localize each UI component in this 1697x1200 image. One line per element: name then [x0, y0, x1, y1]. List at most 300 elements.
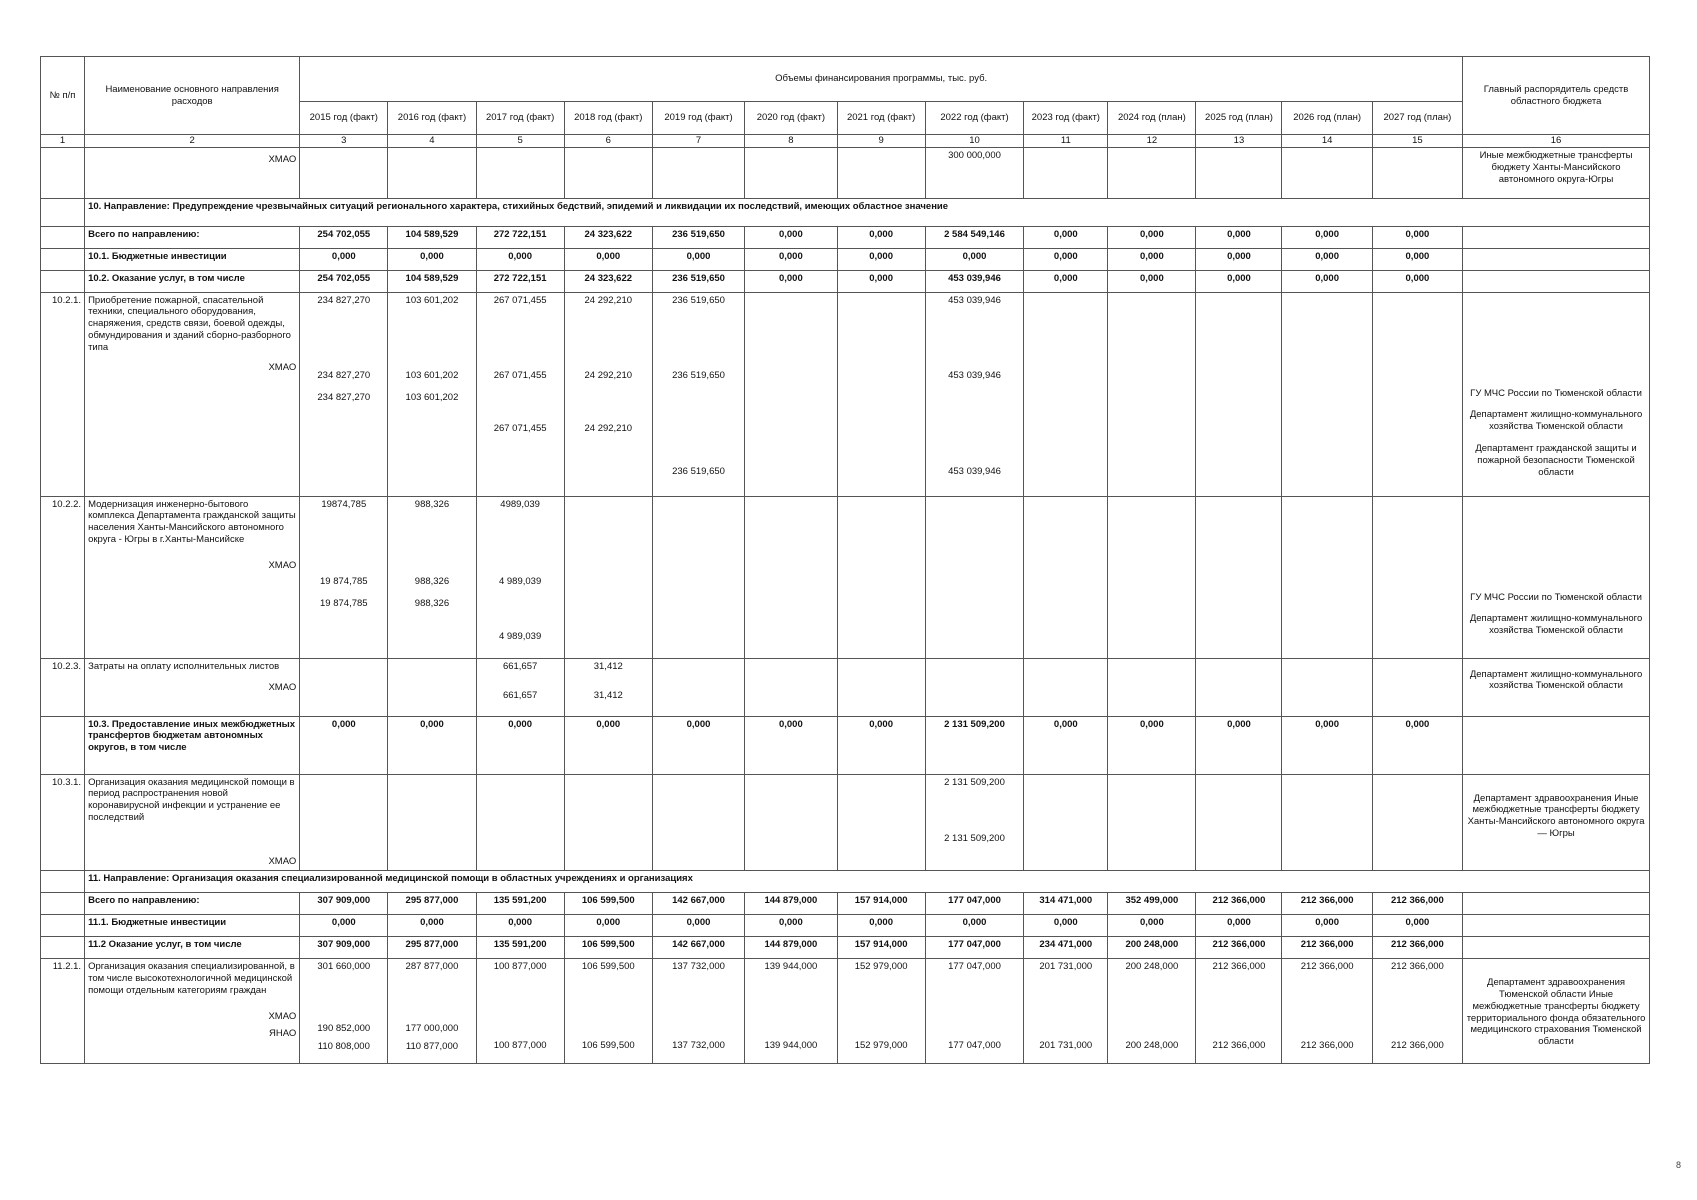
value-cell [1196, 774, 1282, 870]
value-region: 137 732,000 [672, 1039, 725, 1051]
value: 103 601,202 [405, 294, 459, 306]
value: 988,326 [414, 498, 450, 510]
value-cell [1108, 658, 1196, 716]
value-cell [745, 892, 837, 914]
value-region [568, 565, 649, 576]
value-cell [1372, 892, 1462, 914]
value-cell [1024, 292, 1108, 496]
value: 177 047,000 [948, 960, 1001, 972]
value-cell [1372, 496, 1462, 658]
value: 0,000 [1053, 916, 1078, 928]
value-cell [1108, 147, 1196, 198]
value-cell [652, 226, 744, 248]
value-region [1111, 822, 1192, 833]
value: 300 000,000 [948, 149, 1001, 161]
value-cell [745, 658, 837, 716]
value-region [1027, 565, 1104, 576]
value-cell [564, 248, 652, 270]
value: 0,000 [1053, 272, 1078, 284]
value-distributor [1199, 454, 1278, 465]
value-distributor [1376, 454, 1459, 465]
value-region [303, 822, 384, 833]
value-distributor [1027, 619, 1104, 630]
value-cell [476, 892, 564, 914]
value-region [1111, 1023, 1192, 1034]
value: 0,000 [869, 228, 893, 240]
value-cell [837, 496, 925, 658]
value-cell [476, 716, 564, 774]
value-cell [1372, 292, 1462, 496]
value: 254 702,055 [317, 272, 371, 284]
value: 0,000 [331, 916, 356, 928]
value-region [929, 679, 1021, 690]
page-number: 8 [1675, 1160, 1681, 1170]
distributor-cell [1463, 892, 1650, 914]
value-cell [1282, 716, 1372, 774]
value: 0,000 [869, 250, 893, 262]
value-cell [1372, 914, 1462, 936]
value-cell [388, 774, 476, 870]
value-cell [1108, 248, 1196, 270]
value-cell [1372, 226, 1462, 248]
value: 0,000 [1227, 250, 1251, 262]
value-region [1285, 1023, 1368, 1034]
value: 295 877,000 [405, 938, 459, 950]
value-distributor: 4 989,039 [498, 631, 542, 643]
value-cell [564, 936, 652, 958]
value-distributor [568, 586, 649, 597]
row-number [41, 226, 85, 248]
value-region: 110 877,000 [405, 1040, 459, 1052]
value-cell [1108, 496, 1196, 658]
value: 314 471,000 [1039, 894, 1093, 906]
value-distributor [1376, 411, 1459, 422]
value-region: 2 131 509,200 [944, 833, 1005, 845]
value-distributor [1111, 619, 1192, 630]
value-region: 988,326 [414, 576, 450, 588]
value: 0,000 [1227, 718, 1251, 730]
value-region [1199, 359, 1278, 370]
column-number: 12 [1108, 135, 1196, 148]
value-cell [652, 716, 744, 774]
value-region [1027, 1023, 1104, 1034]
value-cell [476, 248, 564, 270]
value-cell [300, 292, 388, 496]
value-cell [476, 270, 564, 292]
value-cell [652, 496, 744, 658]
value-cell [388, 716, 476, 774]
value-region [1199, 679, 1278, 690]
value-cell [1282, 892, 1372, 914]
table-row [41, 292, 1650, 496]
value-distributor [568, 392, 649, 403]
distributor-cell [1463, 270, 1650, 292]
value-cell [925, 716, 1024, 774]
value-region: 24 292,210 [584, 370, 633, 382]
value-region [480, 822, 561, 833]
row-name: 10.1. Бюджетные инвестиции [88, 250, 227, 262]
value-cell [837, 716, 925, 774]
value-cell [564, 892, 652, 914]
region-label: ХМАО [268, 153, 297, 165]
row-name-cell [85, 658, 300, 716]
value: 0,000 [420, 718, 444, 730]
table-row [41, 226, 1650, 248]
value: 100 877,000 [493, 960, 547, 972]
value: 24 323,622 [584, 272, 633, 284]
value-cell [1372, 958, 1462, 1063]
value-cell [745, 292, 837, 496]
value: 0,000 [420, 916, 444, 928]
table-row [41, 914, 1650, 936]
value: 144 879,000 [764, 938, 818, 950]
value-region [1111, 359, 1192, 370]
distributor-cell [1463, 658, 1650, 716]
value-distributor [1376, 586, 1459, 597]
value-cell [388, 147, 476, 198]
value-cell [1282, 774, 1372, 870]
value-region [841, 679, 922, 690]
value-cell [925, 914, 1024, 936]
value-region: 100 877,000 [493, 1039, 547, 1051]
value-cell [1108, 270, 1196, 292]
value-region: 453 039,946 [948, 370, 1001, 382]
column-number: 4 [388, 135, 476, 148]
value-cell [1024, 658, 1108, 716]
document-page [40, 56, 1650, 1064]
section-title: 11. Направление: Организация оказания специализированной медицинской помощи в областных учреждениях и организациях [85, 870, 1650, 892]
row-number [41, 914, 85, 936]
value-cell [837, 914, 925, 936]
value-cell [925, 226, 1024, 248]
value-region [568, 822, 649, 833]
value-region: 201 731,000 [1039, 1039, 1093, 1051]
region-label: ХМАО [268, 361, 297, 373]
value: 307 909,000 [317, 894, 371, 906]
header-year: 2018 год (факт) [564, 102, 652, 135]
value-cell [476, 226, 564, 248]
value-cell [476, 147, 564, 198]
value-distributor: 24 292,210 [584, 423, 633, 435]
value-cell [564, 774, 652, 870]
value: 0,000 [1139, 250, 1164, 262]
column-number: 15 [1372, 135, 1462, 148]
value: 106 599,500 [581, 894, 635, 906]
value-cell [837, 936, 925, 958]
value: 0,000 [1405, 272, 1430, 284]
value: 0,000 [1405, 250, 1430, 262]
column-numbers [41, 135, 1650, 148]
value-cell [1024, 248, 1108, 270]
value: 142 667,000 [672, 938, 725, 950]
value: 0,000 [1315, 250, 1339, 262]
value-cell [1372, 774, 1462, 870]
value-cell [1108, 914, 1196, 936]
value-cell [476, 958, 564, 1063]
value-region: 212 366,000 [1212, 1039, 1266, 1051]
value: 177 047,000 [948, 938, 1001, 950]
value-cell [1196, 292, 1282, 496]
value: 157 914,000 [854, 938, 908, 950]
value-distributor [929, 392, 1021, 403]
value-distributor [841, 411, 922, 422]
value: 0,000 [869, 718, 893, 730]
value-distributor [480, 598, 561, 609]
value-cell [745, 147, 837, 198]
column-number: 9 [837, 135, 925, 148]
value: 0,000 [869, 272, 893, 284]
value-cell [564, 716, 652, 774]
value: 301 660,000 [317, 960, 371, 972]
value-cell [925, 292, 1024, 496]
value-cell [300, 936, 388, 958]
value-cell [1108, 226, 1196, 248]
value-cell [1282, 147, 1372, 198]
value-cell [1196, 716, 1282, 774]
value-cell [1372, 658, 1462, 716]
region-label: ХМАО [268, 1010, 297, 1022]
value-region: 103 601,202 [405, 370, 459, 382]
financing-table [40, 56, 1650, 1064]
row-name-cell [85, 226, 300, 248]
value-cell [1196, 147, 1282, 198]
value-region [929, 1023, 1021, 1034]
value: 0,000 [1405, 228, 1430, 240]
value-region [1111, 679, 1192, 690]
value-region [841, 1023, 922, 1034]
value-cell [1282, 658, 1372, 716]
row-name-cell [85, 496, 300, 658]
value-cell [388, 936, 476, 958]
distributor-cell [1463, 958, 1650, 1063]
value-cell [300, 226, 388, 248]
value: 0,000 [778, 718, 803, 730]
value-region [748, 359, 833, 370]
value-cell [1372, 936, 1462, 958]
row-name-cell [85, 958, 300, 1063]
value-distributor [748, 411, 833, 422]
value: 177 047,000 [948, 894, 1001, 906]
value-region [656, 1023, 741, 1034]
value: 0,000 [869, 916, 893, 928]
value-region: 177 047,000 [948, 1039, 1001, 1051]
value-cell [925, 774, 1024, 870]
region-label: ХМАО [268, 682, 297, 694]
value-region [1285, 679, 1368, 690]
value: 212 366,000 [1390, 938, 1444, 950]
value-distributor: 103 601,202 [405, 392, 459, 404]
value-region: 106 599,500 [581, 1039, 635, 1051]
header-year: 2023 год (факт) [1024, 102, 1108, 135]
value-cell [1372, 716, 1462, 774]
value: 295 877,000 [405, 894, 459, 906]
value-cell [837, 774, 925, 870]
value-cell [1282, 914, 1372, 936]
value-region: 200 248,000 [1125, 1039, 1179, 1051]
value-distributor [1285, 619, 1368, 630]
distributor-name: Департамент здравоохранения Иные межбюджетные трансферты бюджету Ханты-Мансийского автономного округа — Югры [1467, 792, 1645, 840]
value-distributor: 234 827,270 [317, 392, 371, 404]
value-region [656, 679, 741, 690]
value-region [1199, 565, 1278, 576]
value-cell [476, 914, 564, 936]
value-cell [837, 270, 925, 292]
value-cell [564, 958, 652, 1063]
value-cell [1196, 496, 1282, 658]
row-name: Модернизация инженерно-бытового комплекса Департамента гражданской защиты населения Ханты-Мансийского автономного округа - Югры в г.Ханты-Мансийске [88, 498, 296, 546]
value-region: 110 808,000 [317, 1040, 370, 1052]
value-cell [1024, 226, 1108, 248]
value-region [1285, 822, 1368, 833]
distributor-name: Департамент жилищно-коммунального хозяйства Тюменской области [1469, 668, 1643, 692]
value-region [1376, 565, 1459, 576]
region-label: ХМАО [268, 856, 297, 867]
header-year: 2020 год (факт) [745, 102, 837, 135]
header-year: 2024 год (план) [1108, 102, 1196, 135]
value-cell [476, 658, 564, 716]
table-row [41, 958, 1650, 1063]
value-distributor: 988,326 [414, 598, 450, 610]
value-region [568, 1023, 649, 1034]
value-cell [300, 914, 388, 936]
value-cell [476, 936, 564, 958]
value-region: 19 874,785 [320, 576, 368, 588]
value-region [1285, 359, 1368, 370]
value: 0,000 [1053, 228, 1078, 240]
value-cell [652, 936, 744, 958]
table-row [41, 248, 1650, 270]
value: 0,000 [508, 916, 532, 928]
value-distributor [656, 423, 741, 434]
value-cell [1282, 248, 1372, 270]
value-cell [300, 270, 388, 292]
value: 0,000 [596, 718, 621, 730]
value-cell [1196, 658, 1282, 716]
value: 453 039,946 [948, 272, 1001, 284]
value-cell [1196, 958, 1282, 1063]
region-label: ХМАО [268, 560, 297, 571]
value: 200 248,000 [1125, 938, 1179, 950]
header-year: 2021 год (факт) [837, 102, 925, 135]
distributor-name: Департамент гражданской защиты и пожарной безопасности Тюменской области [1475, 443, 1637, 478]
region-label: ЯНАО [268, 1028, 297, 1040]
value: 152 979,000 [854, 960, 908, 972]
table-row [41, 936, 1650, 958]
value-cell [388, 270, 476, 292]
value-distributor [1111, 411, 1192, 422]
value-cell [652, 892, 744, 914]
value-cell [388, 914, 476, 936]
value-cell [745, 936, 837, 958]
value: 0,000 [1227, 272, 1251, 284]
value: 0,000 [508, 718, 532, 730]
row-number [41, 936, 85, 958]
value: 24 323,622 [584, 228, 633, 240]
value: 144 879,000 [764, 894, 818, 906]
value-distributor [568, 619, 649, 630]
value-cell [745, 270, 837, 292]
value: 0,000 [1315, 272, 1339, 284]
row-number: 10.2.1. [41, 292, 85, 496]
value-cell [745, 914, 837, 936]
value-cell [1196, 914, 1282, 936]
value-cell [925, 958, 1024, 1063]
table-row [41, 270, 1650, 292]
row-number [41, 716, 85, 774]
distributor-cell [1463, 716, 1650, 774]
value-distributor [1027, 454, 1104, 465]
value: 272 722,151 [493, 228, 547, 240]
value-cell [1024, 914, 1108, 936]
value: 212 366,000 [1390, 960, 1444, 972]
value-distributor [841, 586, 922, 597]
row-name: Приобретение пожарной, спасательной техники, специального оборудования, снаряжения, средств связи, боевой одежды, обмундирования и зданий сборно-разборного типа [88, 294, 291, 353]
value-distributor [1285, 454, 1368, 465]
value-cell [564, 496, 652, 658]
value-distributor [748, 380, 833, 391]
value: 212 366,000 [1300, 938, 1354, 950]
value-region [841, 565, 922, 576]
value-cell [1282, 958, 1372, 1063]
value: 0,000 [508, 250, 532, 262]
value-cell [837, 292, 925, 496]
value-distributor [568, 467, 649, 478]
value-region [1027, 679, 1104, 690]
distributor-cell [1463, 147, 1650, 198]
value: 0,000 [1139, 916, 1164, 928]
value-cell [564, 147, 652, 198]
value-region: 139 944,000 [764, 1039, 818, 1051]
header-year: 2017 год (факт) [476, 102, 564, 135]
distributor-cell [1463, 226, 1650, 248]
value: 0,000 [962, 250, 987, 262]
value-distributor [1285, 411, 1368, 422]
value: 142 667,000 [672, 894, 725, 906]
header-year: 2019 год (факт) [652, 102, 744, 135]
value: 0,000 [1315, 916, 1339, 928]
header-volumes: Объемы финансирования программы, тыс. руб. [300, 57, 1463, 102]
value: 2 584 549,146 [944, 228, 1005, 240]
value: 0,000 [1139, 718, 1164, 730]
value-region [303, 679, 384, 690]
row-name-cell [85, 147, 300, 198]
row-name: 11.2 Оказание услуг, в том числе [88, 938, 242, 950]
value: 236 519,650 [672, 294, 725, 306]
value-cell [925, 496, 1024, 658]
row-name: 10.2. Оказание услуг, в том числе [88, 272, 245, 284]
value-region [1376, 679, 1459, 690]
row-name-cell [85, 936, 300, 958]
value: 135 591,200 [493, 894, 547, 906]
value: 106 599,500 [581, 960, 635, 972]
header-name: Наименование основного направления расходов [85, 57, 300, 135]
distributor-name: Департамент здравоохранения Тюменской области Иные межбюджетные трансферты бюджету территориального фонда обязательного медицинского страхования Тюменской области [1466, 976, 1646, 1048]
value-distributor [1376, 619, 1459, 630]
value-distributor [391, 424, 472, 435]
value-cell [1282, 270, 1372, 292]
value-distributor [1199, 619, 1278, 630]
value-cell [300, 958, 388, 1063]
value-cell [1024, 774, 1108, 870]
value-region: 234 827,270 [317, 370, 371, 382]
value-cell [1372, 248, 1462, 270]
value: 0,000 [1405, 916, 1430, 928]
row-number: 10.2.2. [41, 496, 85, 658]
value: 234 471,000 [1039, 938, 1093, 950]
value-cell [745, 496, 837, 658]
value-cell [1372, 147, 1462, 198]
table-row [41, 496, 1650, 658]
